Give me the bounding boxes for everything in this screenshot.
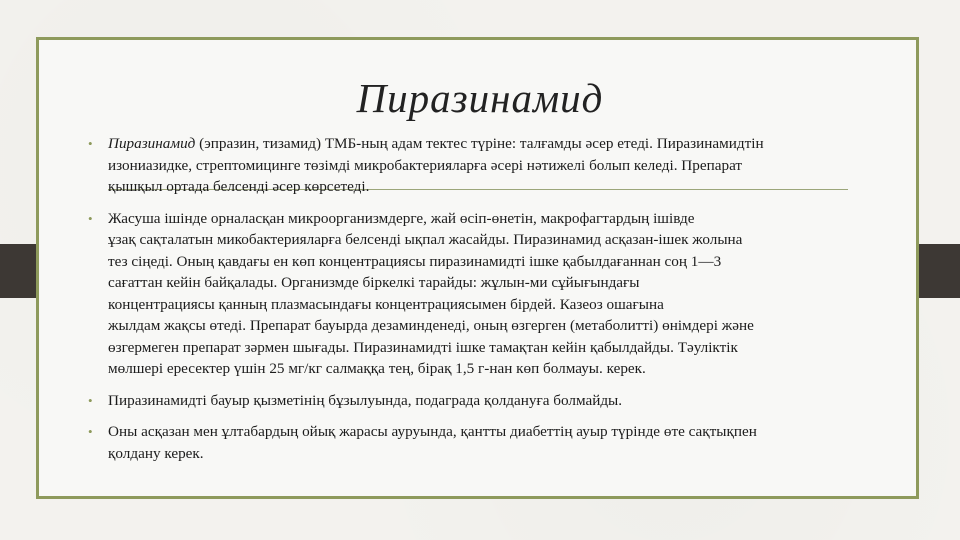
bullet-line: ұзақ сақталатын микобактерияларға белсенді ықпал жасайды. Пиразинамид асқазан-ішек жолына <box>108 231 743 248</box>
bullet-line <box>108 133 888 155</box>
bullet-line: сағаттан кейін байқалады. Организмде біркелкі тарайды: жұлын-ми сұйығындағы <box>108 274 640 291</box>
bullet-dot-icon: • <box>88 392 93 408</box>
bullet-item-2 <box>88 208 888 380</box>
bullet-line: Пиразинамидті бауыр қызметінің бұзылуында, подаграда қолдануға болмайды. <box>108 391 623 409</box>
bullet-line: қолдану керек. <box>108 444 204 462</box>
bullet-line: тез сіңеді. Оның қавдағы ен көп концентрациясы пиразинамидті ішке қабылдағаннан соң 1—3 <box>108 252 722 270</box>
bullet-text: (эпразин, тизамид) ТМБ-ның адам тектес түріне: талғамды әсер етеді. Пиразинамидтін <box>195 135 764 152</box>
bullet-item-3 <box>88 390 888 412</box>
bullet-dot-icon: • <box>88 424 93 439</box>
bullet-dot-icon: • <box>88 210 93 226</box>
right-edge-bar <box>918 244 960 298</box>
bullet-line: жылдам жақсы өтеді. Препарат бауырда дезаминденеді, оның өзгерген (метаболитті) өнімдері жәнe <box>108 317 754 334</box>
bullet-item-4 <box>88 421 888 464</box>
slide-title: Пиразинамид <box>356 75 604 121</box>
bullet-line: өзгермеген препарат зәрмен шығады. Пиразинамидті ішке тамақтан кейін қабылдайды. Тәуліктік <box>108 338 738 356</box>
bullet-line: мөлшері ересектер үшін 25 мг/кг салмаққа тең, бірақ 1,5 г-нан көп болмауы. керек. <box>108 360 646 377</box>
bullet-line: Жасуша ішінде орналасқан микроорганизмдерге, жай өсіп-өнетін, макрофагтардың ішівде <box>108 209 695 227</box>
bullet-line: изониазидке, стрептомицинге төзімді микробактерияларға әсері нәтижелі болып келеді. Препарат <box>108 156 743 174</box>
bullet-line: қышқыл ортада белсенді әсер көрсетеді. <box>108 178 370 195</box>
bullet-dot-icon: • <box>88 136 93 151</box>
bullet-lead-term: Пиразинамид <box>108 135 196 152</box>
bullet-item-1 <box>88 133 888 198</box>
bullet-line: Оны асқазан мен ұлтабардың ойық жарасы ауруында, қантты диабеттің ауыр түрінде өте сақтықпен <box>108 423 757 440</box>
bullet-line: концентрациясы қанның плазмасындағы концентрациясымен бірдей. Казеоз ошағына <box>108 295 664 313</box>
slide-body <box>88 133 888 464</box>
